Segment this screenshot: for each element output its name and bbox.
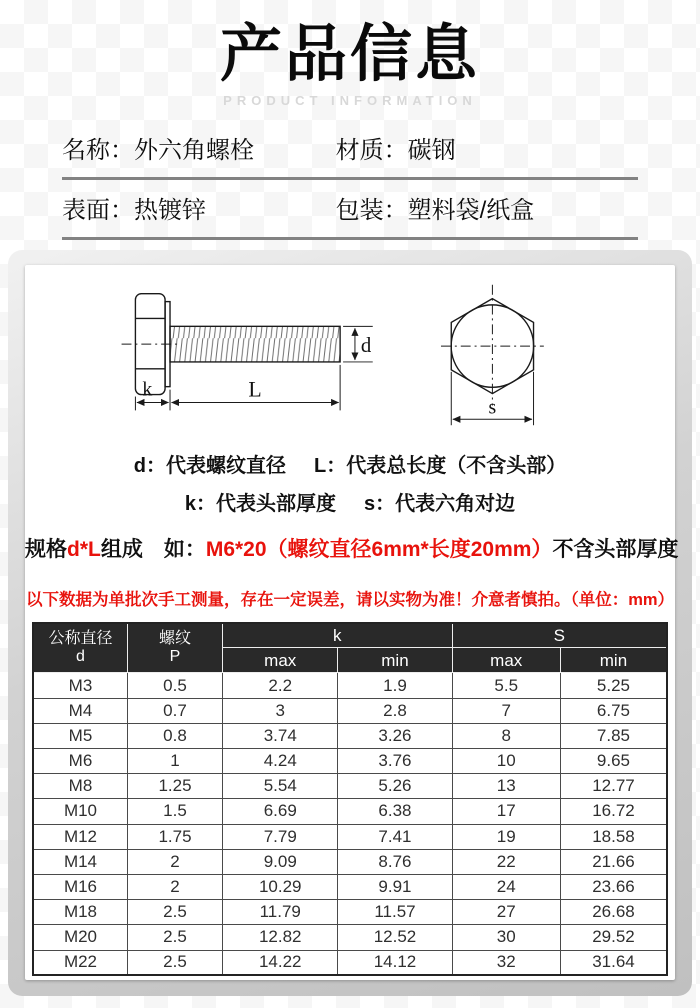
table-cell: 2: [127, 849, 222, 874]
spec-panel: [25, 265, 679, 980]
table-row: [33, 874, 667, 899]
header-line: 螺纹: [158, 629, 191, 647]
spec-example: M6*20（螺纹直径6mm*长度20mm）: [205, 537, 553, 561]
bolt-diagram: [25, 267, 675, 445]
table-header-row: [33, 623, 667, 648]
header-s-group: S: [452, 623, 667, 648]
header-line: d: [76, 648, 85, 666]
table-cell: 5.54: [223, 774, 338, 799]
table-cell: 5.26: [338, 774, 452, 799]
field-label: 材质：: [335, 136, 408, 164]
table-cell: M3: [33, 673, 127, 698]
table-cell: 14.12: [338, 950, 452, 975]
table-cell: 18.58: [560, 824, 667, 849]
table-row: [33, 673, 667, 698]
table-cell: 2: [127, 874, 222, 899]
field-label: 名称：: [62, 136, 134, 164]
table-row: [33, 925, 667, 950]
table-cell: M14: [33, 849, 127, 874]
table-cell: 11.79: [223, 900, 338, 925]
spec-prefix: 规格: [25, 537, 67, 561]
header-line: P: [169, 648, 181, 666]
table-cell: 4.24: [223, 749, 338, 774]
field-value: 外六角螺栓: [134, 136, 254, 164]
page-title: 产品信息: [219, 20, 480, 89]
table-cell: M20: [33, 925, 127, 950]
table-cell: 13: [452, 774, 560, 799]
table-cell: 3: [223, 698, 338, 723]
field-label: 包装：: [335, 196, 408, 224]
dim-label-d: d: [360, 334, 372, 357]
table-cell: 14.22: [223, 950, 338, 975]
field-surface: [62, 190, 336, 225]
table-cell: 29.52: [560, 925, 667, 950]
table-cell: 1.75: [127, 824, 222, 849]
definitions-line-1: [25, 449, 675, 478]
definitions-line-2: [25, 487, 675, 516]
table-cell: 6.38: [338, 799, 452, 824]
table-cell: 23.66: [560, 874, 667, 899]
table-cell: 2.5: [127, 950, 222, 975]
table-row: [33, 774, 667, 799]
table-cell: 9.91: [338, 874, 452, 899]
spec-dxl: d*L: [67, 537, 101, 561]
table-cell: 8.76: [338, 849, 452, 874]
header-thread-pitch: [127, 623, 222, 673]
field-value: 塑料袋/纸盒: [407, 196, 535, 224]
table-cell: 10: [452, 749, 560, 774]
table-header: [33, 623, 667, 673]
header-nominal-diameter: [33, 623, 127, 673]
table-cell: 21.66: [560, 849, 667, 874]
table-row: [33, 900, 667, 925]
table-cell: 7.79: [223, 824, 338, 849]
spec-format-line: [25, 533, 679, 563]
table-row: [33, 698, 667, 723]
header-line: 公称直径: [48, 629, 113, 647]
header-s-min: min: [560, 648, 667, 673]
table-cell: 12.82: [223, 925, 338, 950]
table-cell: 7.41: [338, 824, 452, 849]
table-cell: 7: [452, 698, 560, 723]
table-cell: 2.5: [127, 925, 222, 950]
table-cell: 10.29: [223, 874, 338, 899]
definition-L: L：代表总长度（不含头部）: [314, 454, 567, 477]
table-cell: 12.52: [338, 925, 452, 950]
table-cell: 24: [452, 874, 560, 899]
header-k-group: k: [223, 623, 452, 648]
table-row: [33, 824, 667, 849]
table-cell: M12: [33, 824, 127, 849]
table-cell: 3.76: [338, 749, 452, 774]
definition-k: k：代表头部厚度: [184, 492, 336, 515]
product-info: [62, 120, 638, 240]
table-cell: 2.2: [223, 673, 338, 698]
table-row: [33, 723, 667, 748]
divider: [62, 237, 638, 240]
table-cell: 6.75: [560, 698, 667, 723]
table-cell: M18: [33, 900, 127, 925]
table-cell: 2.8: [338, 698, 452, 723]
page-subtitle: PRODUCT INFORMATION: [223, 92, 477, 108]
table-cell: 8: [452, 723, 560, 748]
table-cell: 11.57: [338, 900, 452, 925]
table-cell: 30: [452, 925, 560, 950]
table-row: [33, 799, 667, 824]
table-cell: M16: [33, 874, 127, 899]
table-cell: 12.77: [560, 774, 667, 799]
table-cell: 26.68: [560, 900, 667, 925]
definition-s: s：代表六角对边: [364, 492, 516, 515]
header-k-min: min: [338, 648, 452, 673]
field-material: [336, 130, 456, 165]
table-cell: 1: [127, 749, 222, 774]
table-cell: M22: [33, 950, 127, 975]
table-cell: 6.69: [223, 799, 338, 824]
table-cell: 3.26: [338, 723, 452, 748]
definition-d: d：代表螺纹直径: [133, 454, 286, 477]
table-cell: 31.64: [560, 950, 667, 975]
table-cell: 5.25: [560, 673, 667, 698]
table-cell: M8: [33, 774, 127, 799]
spec-card: [8, 250, 692, 996]
dim-label-s: s: [488, 396, 497, 419]
info-row: [62, 120, 638, 177]
info-row: [62, 180, 638, 237]
table-cell: 1.25: [127, 774, 222, 799]
table-cell: 17: [452, 799, 560, 824]
table-cell: 32: [452, 950, 560, 975]
table-row: [33, 950, 667, 975]
table-cell: 19: [452, 824, 560, 849]
field-value: 热镀锌: [134, 196, 206, 224]
field-label: 表面：: [62, 196, 134, 224]
table-cell: M6: [33, 749, 127, 774]
table-cell: 0.8: [127, 723, 222, 748]
spec-table: [32, 622, 668, 976]
table-row: [33, 849, 667, 874]
measurement-note: 以下数据为单批次手工测量，存在一定误差，请以实物为准！介意者慎拍。（单位：mm）: [25, 590, 675, 609]
table-cell: 16.72: [560, 799, 667, 824]
table-cell: 5.5: [452, 673, 560, 698]
table-cell: 9.65: [560, 749, 667, 774]
table-cell: 0.7: [127, 698, 222, 723]
dim-label-k: k: [142, 378, 153, 401]
field-value: 碳钢: [407, 136, 456, 164]
field-packaging: [336, 190, 535, 225]
header-k-max: max: [223, 648, 338, 673]
table-cell: 9.09: [223, 849, 338, 874]
field-name: [62, 130, 336, 165]
dim-label-L: L: [248, 377, 262, 402]
table-cell: 3.74: [223, 723, 338, 748]
spec-suffix: 不含头部厚度: [552, 537, 679, 561]
table-cell: M10: [33, 799, 127, 824]
table-cell: 7.85: [560, 723, 667, 748]
spec-mid: 组成 如：: [100, 537, 206, 561]
table-cell: 1.9: [338, 673, 452, 698]
table-row: [33, 749, 667, 774]
table-cell: 22: [452, 849, 560, 874]
table-cell: 1.5: [127, 799, 222, 824]
table-cell: 27: [452, 900, 560, 925]
hex-centerlines: [441, 285, 544, 406]
header-s-max: max: [452, 648, 560, 673]
table-body: [33, 673, 667, 975]
table-cell: M5: [33, 723, 127, 748]
table-cell: M4: [33, 698, 127, 723]
table-cell: 2.5: [127, 900, 222, 925]
table-cell: 0.5: [127, 673, 222, 698]
